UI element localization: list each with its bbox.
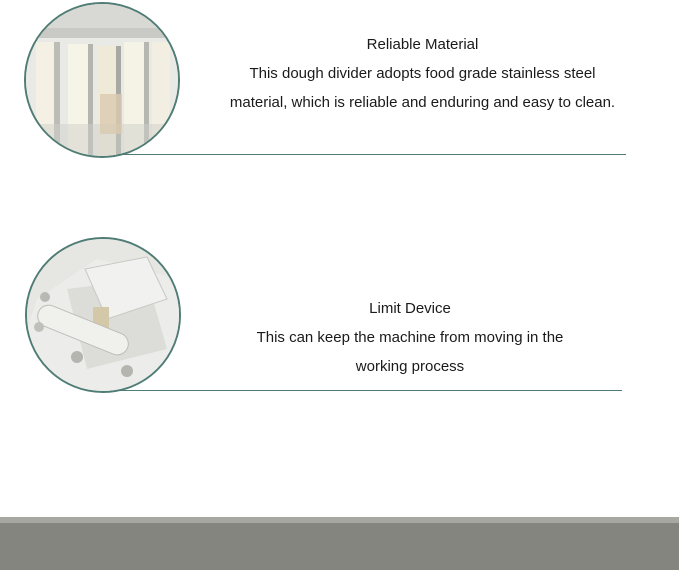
limit-device-photo	[25, 237, 181, 393]
feature-description-line: working process	[355, 358, 465, 375]
feature-description-line: This can keep the machine from moving in the	[256, 329, 564, 346]
feature-title: Reliable Material	[366, 36, 479, 53]
limit-device-illustration	[27, 239, 179, 391]
divider-line	[118, 154, 626, 155]
footer-highlight	[0, 517, 679, 523]
feature-limit-device	[0, 235, 679, 395]
feature-title: Limit Device	[369, 300, 451, 317]
divider-line	[118, 390, 622, 391]
feature-description-line: material, which is reliable and enduring and easy to clean.	[229, 94, 616, 111]
feature-reliable-material	[0, 0, 679, 160]
footer-bar	[0, 517, 679, 570]
stainless-steel-blades-photo	[24, 2, 180, 158]
feature-text	[180, 30, 665, 117]
blade-grid-illustration	[26, 4, 178, 156]
feature-description-line: This dough divider adopts food grade stainless steel	[249, 65, 596, 82]
feature-text	[190, 294, 630, 381]
